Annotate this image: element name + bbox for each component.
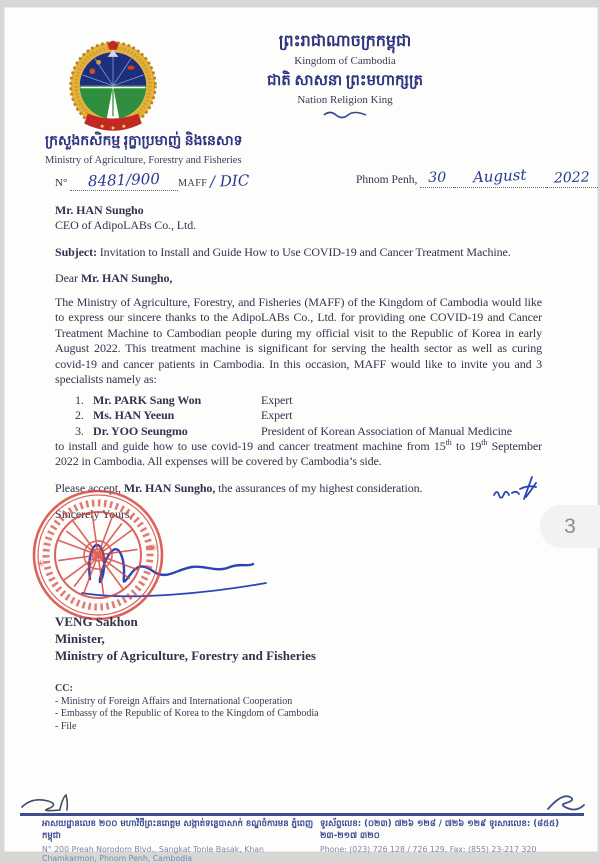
salutation	[55, 271, 172, 286]
footer-khmer-phone: ទូរស័ព្ទលេខ: (០២៣) ៧២៦ ១២៨ / ៧២៦ ១២៩ ទូរសារលេខ: (៨៥៥) ២៣-២១៧ ៣២០	[320, 819, 560, 841]
cc-block	[55, 683, 319, 733]
footer-phone-en: Phone: (023) 726 128 / 726 129, Fax: (855) 23-217 320	[320, 845, 537, 854]
footer-address-en: N° 200 Preah Norodom Blvd., Sangkat Tonle Basak, Khan Chamkarmon, Phnom Penh, Cambodia	[42, 845, 264, 863]
national-header	[200, 33, 490, 124]
ministry-stamp	[28, 485, 168, 625]
invitee-row	[75, 408, 545, 423]
ordinal-sup: th	[481, 438, 488, 447]
motto: Nation Religion King	[297, 94, 393, 107]
recipient-name: Mr. HAN Sungho	[55, 203, 144, 217]
closing-name: Mr. HAN Sungho,	[123, 481, 216, 495]
invitee-role: Expert	[261, 393, 293, 407]
ministry-name: Ministry of Agriculture, Forestry and Fisheries	[45, 155, 242, 166]
invitee-row	[75, 393, 545, 408]
signer-org: Ministry of Agriculture, Forestry and Fisheries	[55, 648, 316, 663]
signer-name: VENG Sakhon	[55, 614, 138, 629]
invitee-name: Ms. HAN Yeeun	[93, 408, 175, 423]
invitee-list	[75, 393, 545, 439]
invitee-role: President of Korean Association of Manual Medicine	[261, 423, 512, 438]
cc-item: - File	[55, 720, 77, 732]
signer-block	[55, 613, 316, 664]
footer-phone-column	[320, 819, 588, 854]
invitee-name: Mr. PARK Sang Won	[93, 393, 202, 407]
svg-text:✳: ✳	[148, 542, 159, 555]
recipient-title: CEO of AdipoLABs Co., Ltd.	[55, 218, 197, 233]
svg-text:✳: ✳	[36, 558, 46, 571]
recipient-block	[55, 203, 196, 234]
khmer-kingdom-title: ព្រះរាជាណាចក្រកម្ពុជា	[278, 33, 412, 50]
invitee-name: Dr. YOO Seungmo	[93, 423, 188, 438]
ref-org: MAFF	[178, 178, 208, 189]
header-divider-squiggle	[322, 111, 368, 119]
ref-suffix-handwritten: / DIC	[209, 171, 250, 191]
page-number-badge	[540, 505, 600, 548]
paragraph2-text: to 19	[451, 439, 482, 453]
dateline-day-handwritten: 30	[428, 170, 447, 186]
letter-page	[4, 7, 598, 863]
cc-label: CC:	[55, 683, 73, 694]
dateline-month-handwritten: August	[472, 165, 528, 187]
invitee-role: Expert	[261, 408, 293, 423]
minister-initials-handwritten	[490, 473, 540, 505]
invitee-number: 1.	[75, 393, 84, 407]
footer-rule	[20, 813, 584, 816]
subject-text: Invitation to Install and Guide How to Use COVID-19 and Cancer Treatment Machine.	[99, 245, 511, 259]
footer-address-column	[42, 819, 314, 863]
dateline-year-handwritten: 2022	[554, 169, 591, 187]
ordinal-sup: th	[445, 438, 452, 447]
ref-prefix: N°	[55, 177, 68, 189]
salutation-name: Mr. HAN Sungho,	[80, 271, 173, 285]
footer-left-scribble	[16, 793, 136, 815]
cc-item: - Embassy of the Republic of Korea to the Kingdom of Cambodia	[55, 708, 319, 719]
subject-line	[55, 245, 545, 260]
dateline	[356, 165, 598, 188]
closing-suffix: the assurances of my highest consideration.	[218, 481, 423, 495]
ministry-block	[45, 131, 249, 191]
kingdom-title: Kingdom of Cambodia	[294, 54, 396, 67]
footer-khmer-address: អាសយដ្ឋានលេខ ២០០ មហាវិថីព្រះនរោត្តម សង្កាត់ទន្លេបាសាក់ ខណ្ឌចំការមន ភ្នំពេញ កម្ពុជា	[42, 819, 314, 841]
body-paragraph-2	[55, 439, 542, 470]
dateline-place: Phnom Penh,	[356, 174, 418, 186]
footer-right-scribble	[538, 791, 588, 815]
closing-prefix: Please accept,	[55, 481, 121, 495]
paragraph2-text: September 2022 in Cambodia. All expenses will be covered by Cambodia’s side.	[55, 439, 542, 469]
invitee-number: 3.	[75, 423, 84, 438]
salutation-prefix: Dear	[55, 271, 78, 285]
khmer-motto: ជាតិ សាសនា ព្រះមហាក្សត្រ	[266, 72, 424, 89]
body-paragraph-1: The Ministry of Agriculture, Forestry, and Fisheries (MAFF) of the Kingdom of Cambodia would like to express our sincere thanks to the AdipoLABs Co., Ltd. for providing one COVID-19 and Cancer Treatment Machine to Cambodian people during my official visit to the Republic of Korea in early August 2022. This treatment machine is significant for serving the health sector as well as curing covid-19 and cancer patients in Cambodia. In this occasion, MAFF would like to invite you and 3 specialists namely as:	[55, 295, 542, 387]
subject-label: Subject:	[55, 245, 97, 259]
paragraph2-text: to install and guide how to use covid-19 and cancer treatment machine from 15	[55, 439, 446, 453]
ministry-khmer-name: ក្រសួងកសិកម្ម រុក្ខាប្រមាញ់ និងនេសាទ	[45, 134, 243, 149]
invitee-row	[75, 424, 545, 439]
valediction: Sincerely Yours,	[55, 507, 133, 521]
cc-item: - Ministry of Foreign Affairs and International Cooperation	[55, 695, 293, 707]
signer-title: Minister,	[55, 631, 105, 646]
page-number: 3	[564, 514, 576, 538]
invitee-number: 2.	[75, 408, 84, 423]
ref-number-handwritten: 8481/900	[87, 169, 161, 191]
reference-number-line	[55, 169, 250, 191]
